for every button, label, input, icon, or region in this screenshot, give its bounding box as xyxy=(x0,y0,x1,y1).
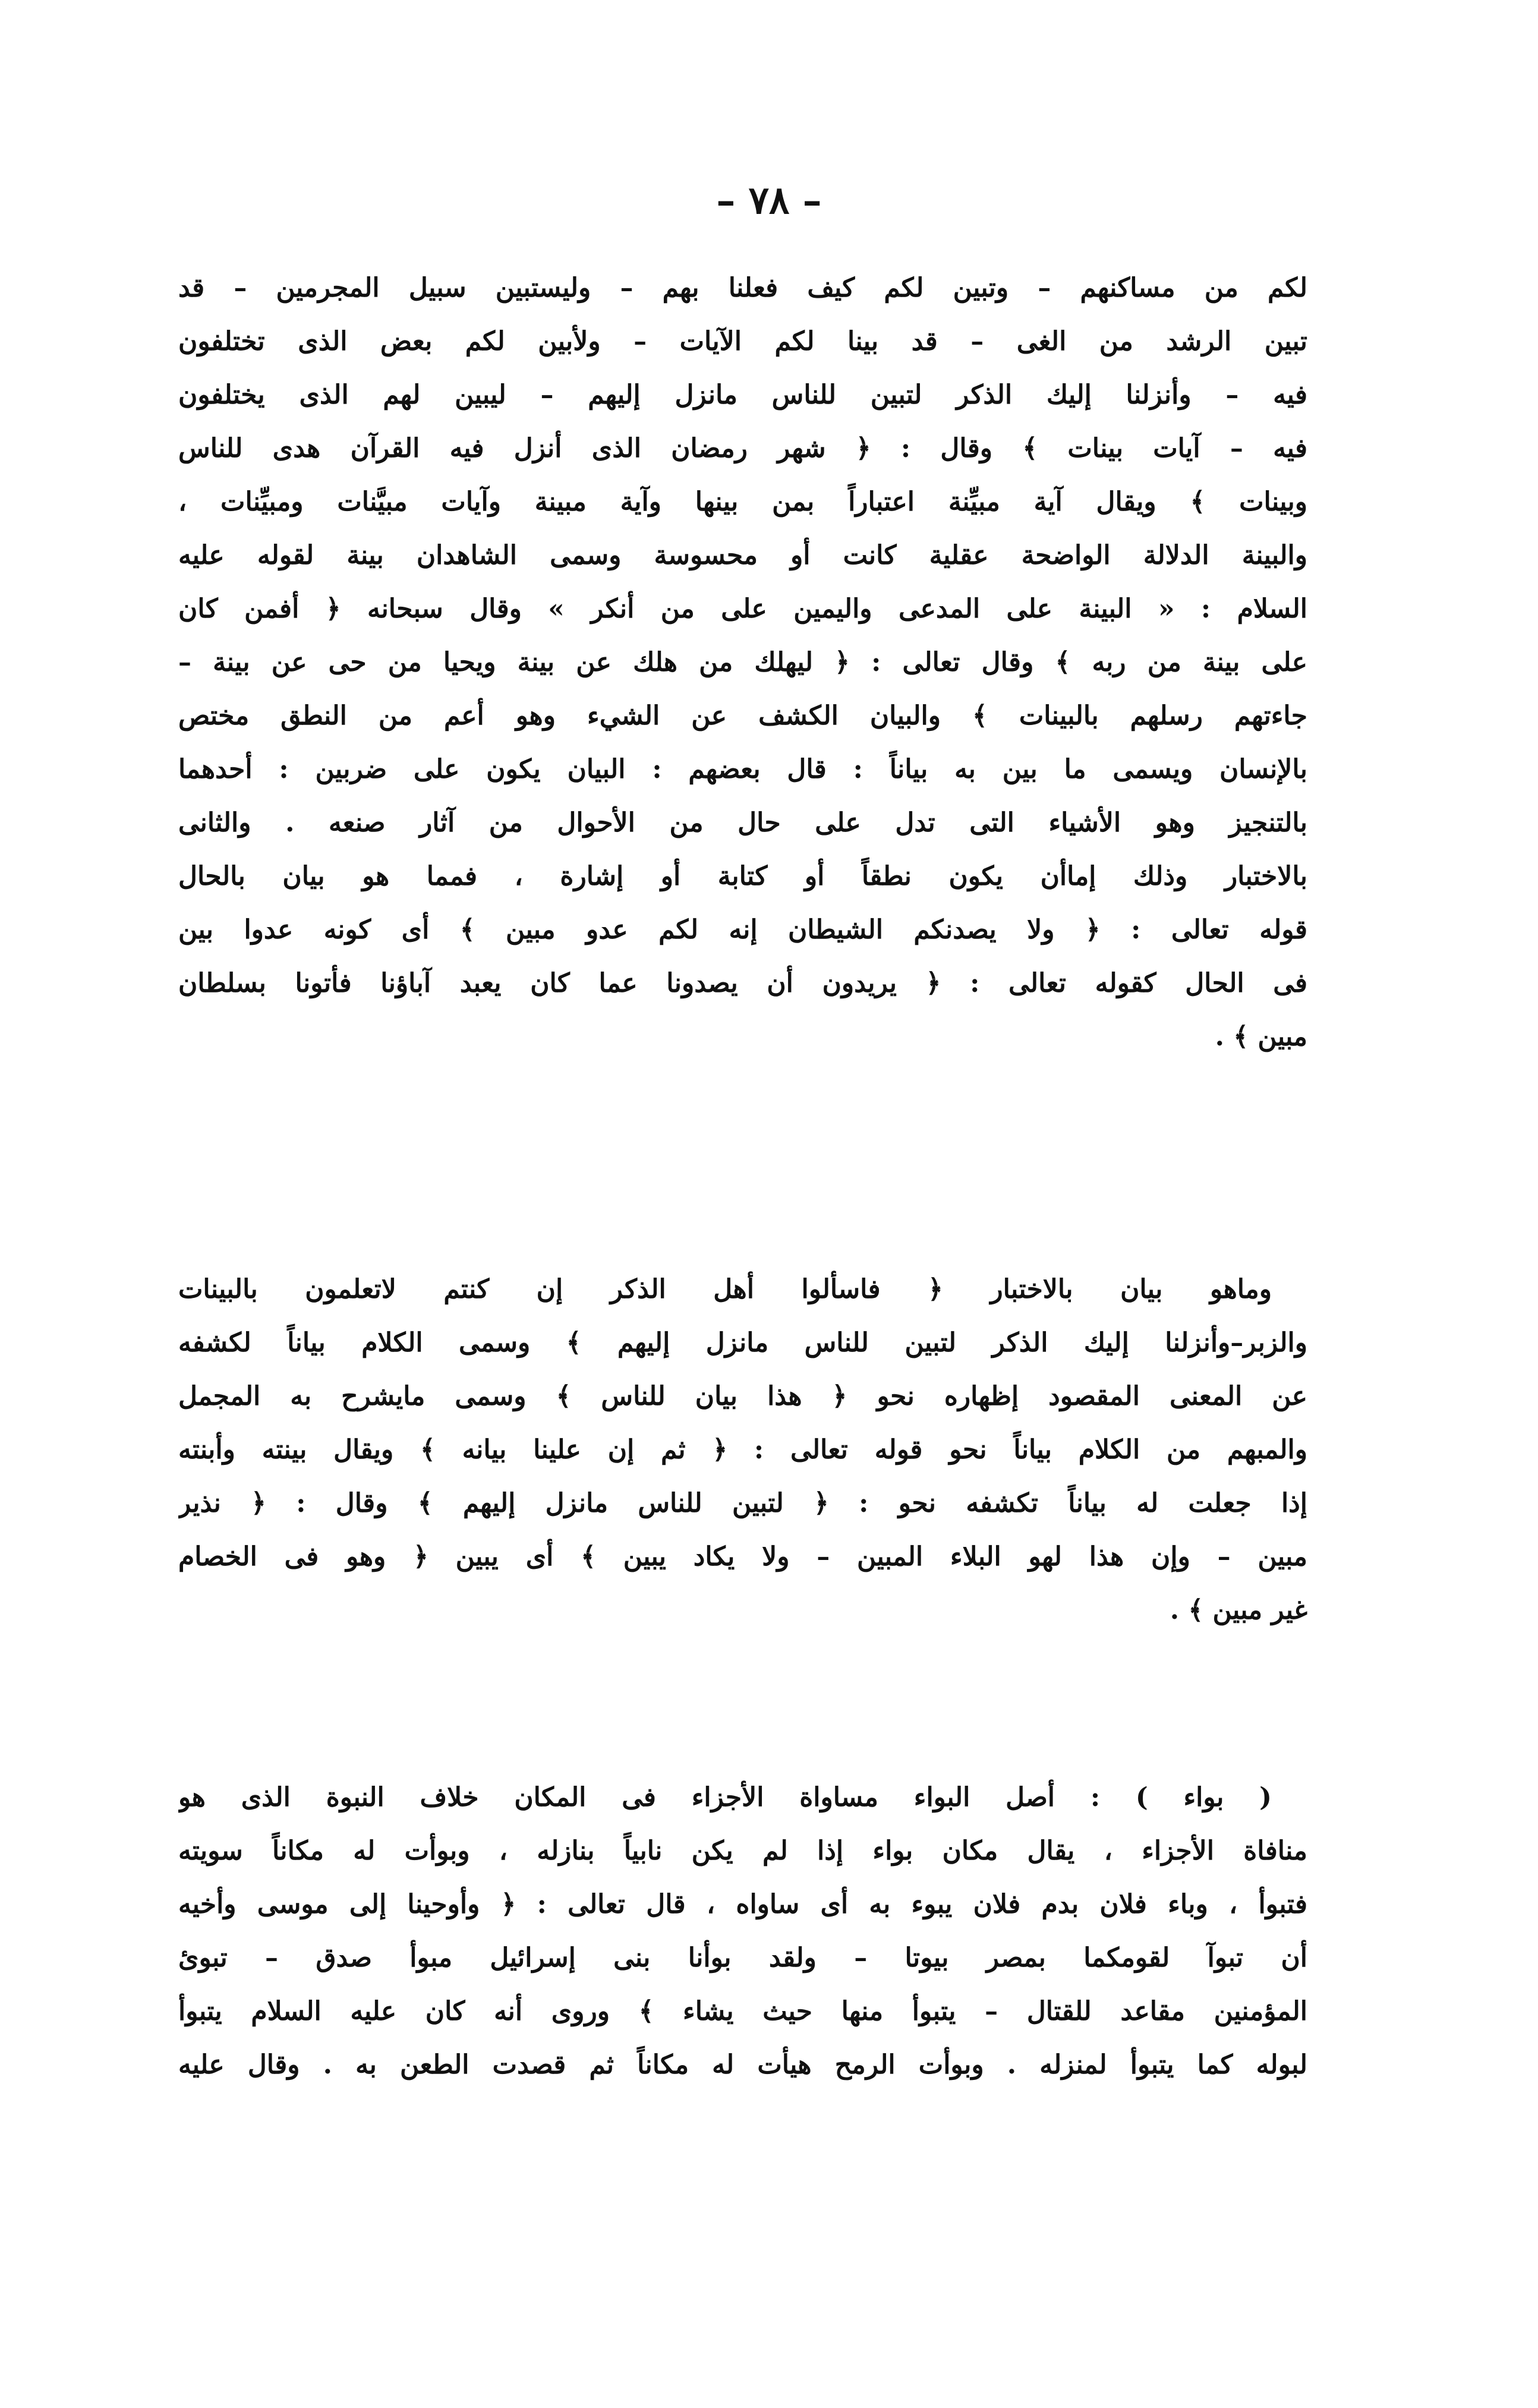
text-line: المؤمنين مقاعد للقتال – يتبوأ منها حيث يشاء ﴾ وروى أنه كان عليه السلام يتبوأ xyxy=(178,1996,1307,2026)
text-line: تبين الرشد من الغى – قد بينا لكم الآيات – ولأبين لكم بعض الذى تختلفون xyxy=(178,326,1307,357)
page-number: – ٧٨ – xyxy=(716,178,822,223)
text-line: على بينة من ربه ﴾ وقال تعالى : ﴿ ليهلك من هلك عن بينة ويحيا من حى عن بينة – xyxy=(178,647,1307,677)
text-line: السلام : « البينة على المدعى واليمين على من أنكر » وقال سبحانه ﴿ أفمن كان xyxy=(178,594,1307,624)
text-line: جاءتهم رسلهم بالبينات ﴾ والبيان الكشف عن الشيء وهو أعم من النطق مختص xyxy=(178,701,1307,731)
text-line: فيه – آيات بينات ﴾ وقال : ﴿ شهر رمضان الذى أنزل فيه القرآن هدى للناس xyxy=(178,433,1307,464)
text-line: منافاة الأجزاء ، يقال مكان بواء إذا لم يكن نابياً بنازله ، وبوأت له مكاناً سويته xyxy=(178,1836,1307,1866)
text-line: بالتنجيز وهو الأشياء التى تدل على حال من الأحوال من آثار صنعه . والثانى xyxy=(178,808,1307,838)
text-line: مبين ﴾ . xyxy=(1215,1022,1307,1052)
text-line: أن تبوآ لقومكما بمصر بيوتا – ولقد بوأنا بنى إسرائيل مبوأ صدق – تبوئ xyxy=(178,1943,1307,1973)
text-line: والمبهم من الكلام بياناً نحو قوله تعالى : ﴿ ثم إن علينا بيانه ﴾ ويقال بينته وأبنته xyxy=(178,1435,1307,1465)
text-line: فى الحال كقوله تعالى : ﴿ يريدون أن يصدونا عما كان يعبد آباؤنا فأتونا بسلطان xyxy=(178,968,1307,998)
text-line: إذا جعلت له بياناً تكشفه نحو : ﴿ لتبين للناس مانزل إليهم ﴾ وقال : ﴿ نذير xyxy=(178,1488,1307,1518)
text-line: بالإنسان ويسمى ما بين به بياناً : قال بعضهم : البيان يكون على ضربين : أحدهما xyxy=(178,754,1307,784)
text-line: عن المعنى المقصود إظهاره نحو ﴿ هذا بيان للناس ﴾ وسمى مايشرح به المجمل xyxy=(178,1381,1307,1411)
paragraph-bayan-ikhtibar xyxy=(178,1263,1307,1637)
text-line: قوله تعالى : ﴿ ولا يصدنكم الشيطان إنه لكم عدو مبين ﴾ أى كونه عدوا بين xyxy=(178,915,1307,945)
text-line: فتبوأ ، وباء فلان بدم فلان يبوء به أى ساواه ، قال تعالى : ﴿ وأوحينا إلى موسى وأخيه xyxy=(178,1889,1307,1920)
paragraph-bayan xyxy=(178,261,1307,1064)
text-line: والزبر–وأنزلنا إليك الذكر لتبين للناس مانزل إليهم ﴾ وسمى الكلام بياناً لكشفه xyxy=(178,1328,1307,1358)
text-line: ( بواء ) : أصل البواء مساواة الأجزاء فى المكان خلاف النبوة الذى هو xyxy=(178,1782,1272,1813)
text-line: بالاختبار وذلك إماأن يكون نطقاً أو كتابة أو إشارة ، فمما هو بيان بالحال xyxy=(178,861,1307,891)
text-line: لبوله كما يتبوأ لمنزله . وبوأت الرمح هيأت له مكاناً ثم قصدت الطعن به . وقال عليه xyxy=(178,2050,1307,2080)
text-line: غير مبين ﴾ . xyxy=(1170,1595,1307,1625)
text-line: وبينات ﴾ ويقال آية مبيِّنة اعتباراً بمن بينها وآية مبينة وآيات مبيَّنات ومبيِّنات ، xyxy=(178,487,1307,517)
text-line: والبينة الدلالة الواضحة عقلية كانت أو محسوسة وسمى الشاهدان بينة لقوله عليه xyxy=(178,540,1307,571)
text-line: لكم من مساكنهم – وتبين لكم كيف فعلنا بهم – وليستبين سبيل المجرمين – قد xyxy=(178,273,1307,303)
text-line: فيه – وأنزلنا إليك الذكر لتبين للناس مانزل إليهم – ليبين لهم الذى يختلفون xyxy=(178,380,1307,410)
text-line: مبين – وإن هذا لهو البلاء المبين – ولا يكاد يبين ﴾ أى يبين ﴿ وهو فى الخصام xyxy=(178,1542,1307,1572)
paragraph-bawa xyxy=(178,1771,1307,2092)
text-line: وماهو بيان بالاختبار ﴿ فاسألوا أهل الذكر إن كنتم لاتعلمون بالبينات xyxy=(178,1274,1272,1304)
